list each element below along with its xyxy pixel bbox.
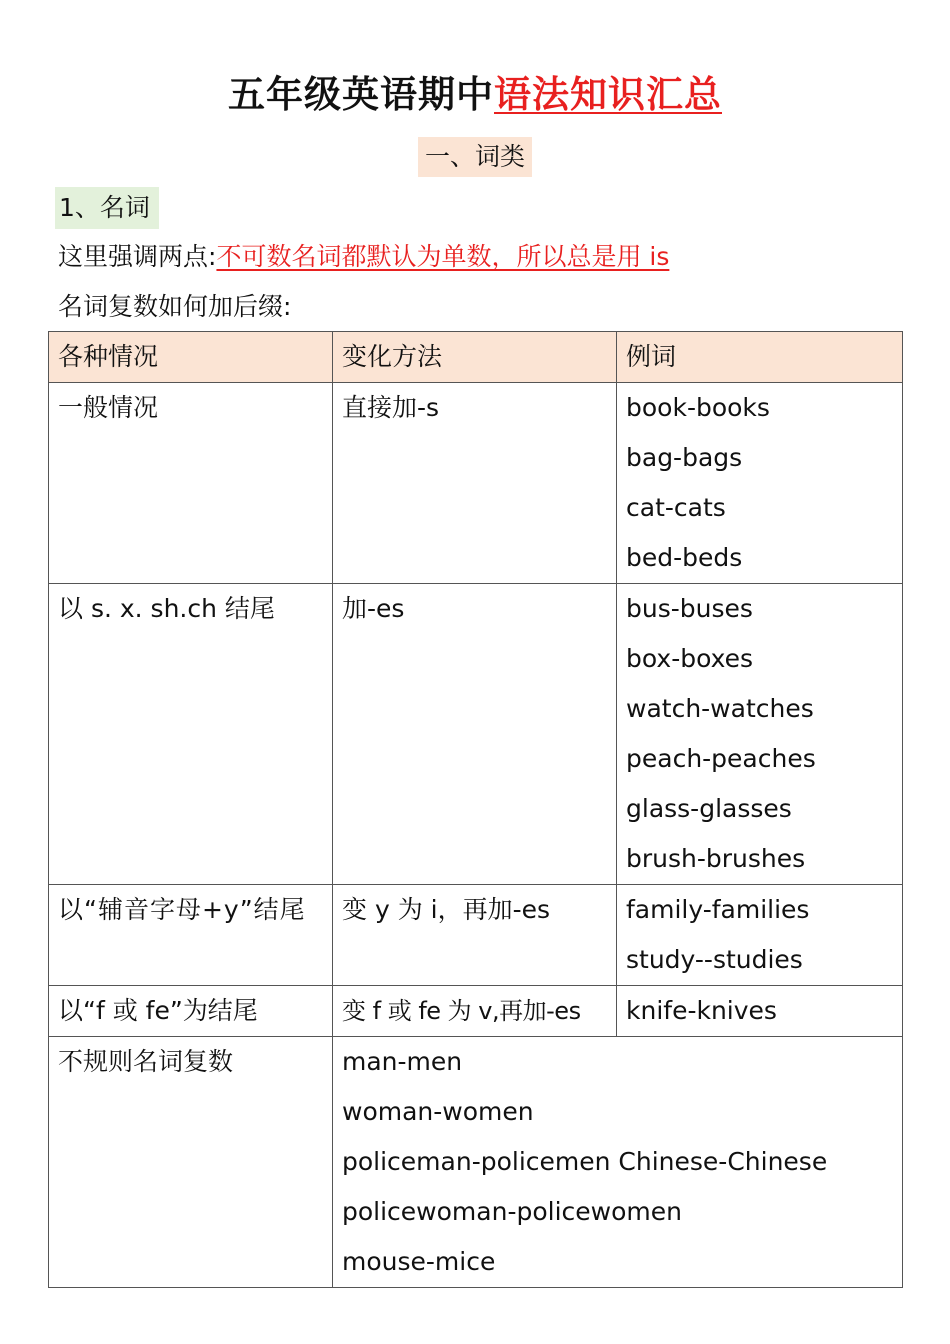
header-case: 各种情况: [49, 332, 333, 383]
row-case: 一般情况: [49, 383, 333, 584]
table-row: [49, 383, 903, 584]
example: box-boxes: [626, 644, 754, 673]
example: cat-cats: [626, 493, 726, 522]
example: man-men: [342, 1047, 463, 1076]
row-method: 变 y 为 i，再加-es: [333, 885, 617, 986]
example: watch-watches: [626, 694, 814, 723]
page-title: [0, 70, 950, 120]
row-method: 变 f 或 fe 为 v,再加-es: [333, 986, 617, 1037]
example: policewoman-policewomen: [342, 1197, 682, 1226]
row-examples: [617, 584, 903, 885]
example: brush-brushes: [626, 844, 806, 873]
table-header-row: [49, 332, 903, 383]
row-case: 不规则名词复数: [49, 1037, 333, 1288]
example: bag-bags: [626, 443, 743, 472]
row-examples: [617, 383, 903, 584]
row-case: 以“辅音字母+y”结尾: [49, 885, 333, 986]
example: policeman-policemen Chinese-Chinese: [342, 1147, 828, 1176]
table-row: [49, 986, 903, 1037]
title-black: 五年级英语期中: [228, 73, 494, 116]
emphasis-line: [58, 237, 669, 277]
row-method: 直接加-s: [333, 383, 617, 584]
plural-table: [48, 331, 903, 1288]
example: family-families: [626, 895, 810, 924]
example: study--studies: [626, 945, 803, 974]
example: book-books: [626, 393, 770, 422]
row-examples: [617, 885, 903, 986]
example: bus-buses: [626, 594, 753, 623]
irregular-examples: [333, 1037, 903, 1288]
header-method: 变化方法: [333, 332, 617, 383]
table-row: [49, 885, 903, 986]
row-case: 以“f 或 fe”为结尾: [49, 986, 333, 1037]
row-case: 以 s. x. sh.ch 结尾: [49, 584, 333, 885]
title-red: 语法知识汇总: [494, 73, 722, 116]
example: knife-knives: [626, 996, 777, 1025]
section-title: 一、词类: [418, 137, 532, 177]
emphasis-red: 不可数名词都默认为单数，所以总是用 is: [216, 242, 670, 271]
example: peach-peaches: [626, 744, 816, 773]
plural-intro: 名词复数如何加后缀:: [58, 292, 292, 321]
example: glass-glasses: [626, 794, 792, 823]
example: mouse-mice: [342, 1247, 496, 1276]
example: woman-women: [342, 1097, 534, 1126]
header-examples: 例词: [617, 332, 903, 383]
emphasis-prefix: 这里强调两点:: [58, 242, 217, 271]
example: bed-beds: [626, 543, 743, 572]
table-row: [49, 584, 903, 885]
subsection-title: 1、名词: [55, 187, 159, 229]
row-method: 加-es: [333, 584, 617, 885]
table-row: [49, 1037, 903, 1288]
row-examples: [617, 986, 903, 1037]
